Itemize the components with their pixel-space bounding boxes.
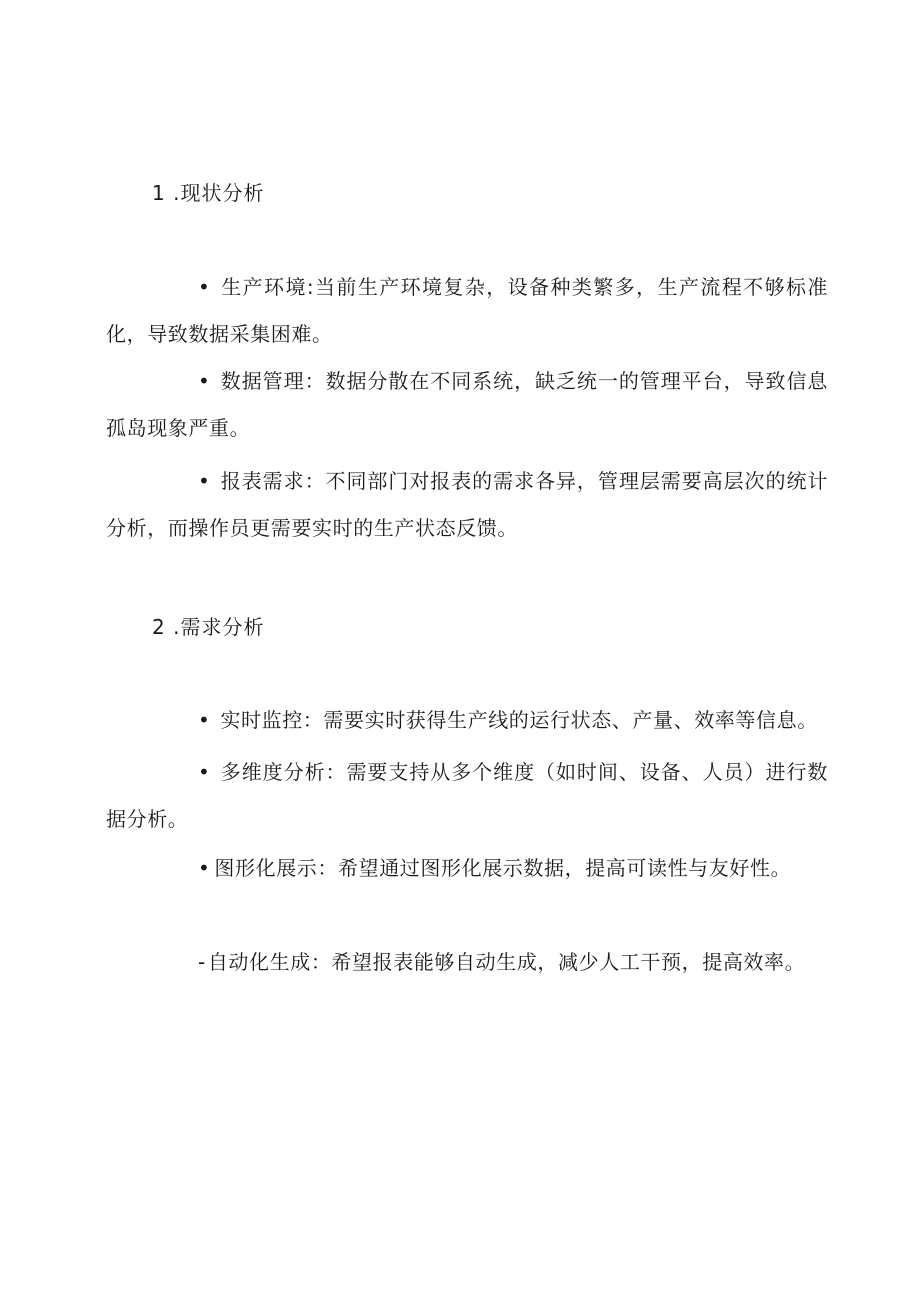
list-item-graphical-display — [106, 845, 828, 892]
bullet-marker: • — [198, 469, 211, 493]
list-item-text: 实时监控：需要实时获得生产线的运行状态、产量、效率等信息。 — [220, 708, 818, 732]
list-item-text: 数据管理：数据分散在不同系统，缺乏统一的管理平台，导致信息孤岛现象严重。 — [106, 369, 828, 440]
list-item-multidimensional-analysis — [106, 749, 828, 843]
list-item-text: 多维度分析：需要支持从多个维度（如时间、设备、人员）进行数据分析。 — [106, 760, 828, 831]
list-item-text: 自动化生成：希望报表能够自动生成，减少人工干预，提高效率。 — [207, 950, 806, 974]
section-heading-requirements-analysis: 2 .需求分析 — [152, 615, 265, 639]
list-item-text: 生产环境:当前生产环境复杂，设备种类繁多，生产流程不够标准化，导致数据采集困难。 — [106, 275, 828, 346]
list-item-data-management — [106, 358, 828, 452]
bullet-marker: • — [198, 275, 211, 299]
list-item-text: 图形化展示：希望通过图形化展示数据，提高可读性与友好性。 — [214, 856, 792, 880]
list-item-realtime-monitoring — [106, 697, 828, 744]
bullet-marker: • — [198, 856, 211, 880]
list-item-text: 报表需求：不同部门对报表的需求各异，管理层需要高层次的统计分析，而操作员更需要实时的生产状态反馈。 — [106, 469, 828, 540]
dash-marker: - — [198, 950, 206, 974]
list-item-report-needs — [106, 458, 828, 552]
list-item-production-environment — [106, 264, 828, 358]
bullet-marker: • — [198, 760, 211, 784]
section-heading-status-analysis: 1 .现状分析 — [152, 181, 265, 205]
bullet-marker: • — [198, 369, 211, 393]
list-item-auto-generation — [106, 939, 828, 986]
bullet-marker: • — [198, 708, 211, 732]
